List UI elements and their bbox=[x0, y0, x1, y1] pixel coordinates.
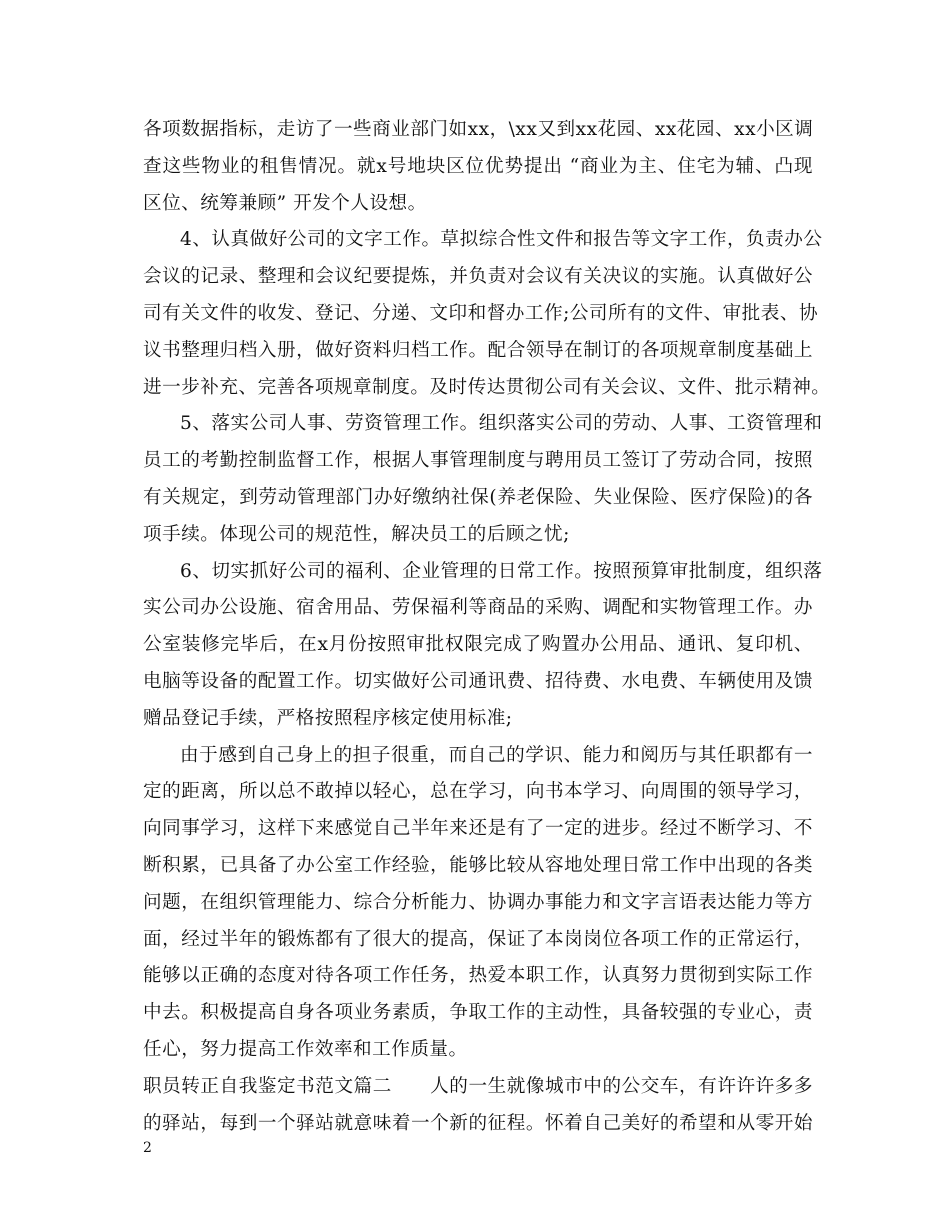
page-number: 2 bbox=[143, 1140, 152, 1156]
text-line: 向同事学习，这样下来感觉自己半年来还是有了一定的进步。经过不断学习、不 bbox=[143, 818, 813, 840]
text-line: 项手续。体现公司的规范性，解决员工的后顾之忧; bbox=[143, 523, 570, 545]
text-line: 定的距离，所以总不敢掉以轻心，总在学习，向书本学习、向周围的领导学习， bbox=[143, 781, 813, 803]
text-line: 赠品登记手续，严格按照程序核定使用标准; bbox=[143, 707, 513, 729]
text-line: 中去。积极提高自身各项业务素质，争取工作的主动性，具备较强的专业心，责 bbox=[143, 1002, 813, 1024]
text-line: 问题，在组织管理能力、综合分析能力、协调办事能力和文字言语表达能力等方 bbox=[143, 891, 813, 913]
text-line: 由于感到自己身上的担子很重，而自己的学识、能力和阅历与其任职都有一 bbox=[180, 744, 813, 766]
text-line: 职员转正自我鉴定书范文篇二 人的一生就像城市中的公交车，有许许许多多 bbox=[143, 1075, 813, 1097]
text-line: 断积累，已具备了办公室工作经验，能够比较从容地处理日常工作中出现的各类 bbox=[143, 854, 813, 876]
text-line: 议书整理归档入册，做好资料归档工作。配合领导在制订的各项规章制度基础上 bbox=[143, 339, 813, 361]
text-line: 查这些物业的租售情况。就x号地块区位优势提出 “商业为主、住宅为辅、凸现 bbox=[143, 155, 813, 177]
text-line: 6、切实抓好公司的福利、企业管理的日常工作。按照预算审批制度，组织落 bbox=[180, 560, 823, 582]
text-line: 实公司办公设施、宿舍用品、劳保福利等商品的采购、调配和实物管理工作。办 bbox=[143, 597, 813, 619]
text-line: 进一步补充、完善各项规章制度。及时传达贯彻公司有关会议、文件、批示精神。 bbox=[143, 376, 831, 398]
text-line: 能够以正确的态度对待各项工作任务，热爱本职工作，认真努力贯彻到实际工作 bbox=[143, 965, 813, 987]
text-line: 面，经过半年的锻炼都有了很大的提高，保证了本岗岗位各项工作的正常运行， bbox=[143, 928, 813, 950]
text-line: 任心，努力提高工作效率和工作质量。 bbox=[143, 1038, 468, 1060]
text-line: 各项数据指标，走访了一些商业部门如xx，\xx又到xx花园、xx花园、xx小区调 bbox=[143, 119, 814, 140]
text-line: 会议的记录、整理和会议纪要提炼，并负责对会议有关决议的实施。认真做好公 bbox=[143, 266, 813, 288]
text-line: 区位、统筹兼顾” 开发个人设想。 bbox=[143, 192, 427, 214]
text-line: 员工的考勤控制监督工作，根据人事管理制度与聘用员工签订了劳动合同，按照 bbox=[143, 450, 813, 472]
text-line: 有关规定，到劳动管理部门办好缴纳社保(养老保险、失业保险、医疗保险)的各 bbox=[143, 486, 813, 508]
text-line: 的驿站，每到一个驿站就意味着一个新的征程。怀着自己美好的希望和从零开始 bbox=[143, 1112, 813, 1134]
text-line: 司有关文件的收发、登记、分递、文印和督办工作;公司所有的文件、审批表、协 bbox=[143, 302, 819, 324]
document-body bbox=[143, 112, 831, 1142]
text-line: 电脑等设备的配置工作。切实做好公司通讯费、招待费、水电费、车辆使用及馈 bbox=[143, 670, 813, 692]
text-line: 4、认真做好公司的文字工作。草拟综合性文件和报告等文字工作，负责办公 bbox=[180, 229, 823, 251]
text-line: 5、落实公司人事、劳资管理工作。组织落实公司的劳动、人事、工资管理和 bbox=[180, 413, 823, 435]
text-line: 公室装修完毕后，在x月份按照审批权限完成了购置办公用品、通讯、复印机、 bbox=[143, 634, 813, 656]
